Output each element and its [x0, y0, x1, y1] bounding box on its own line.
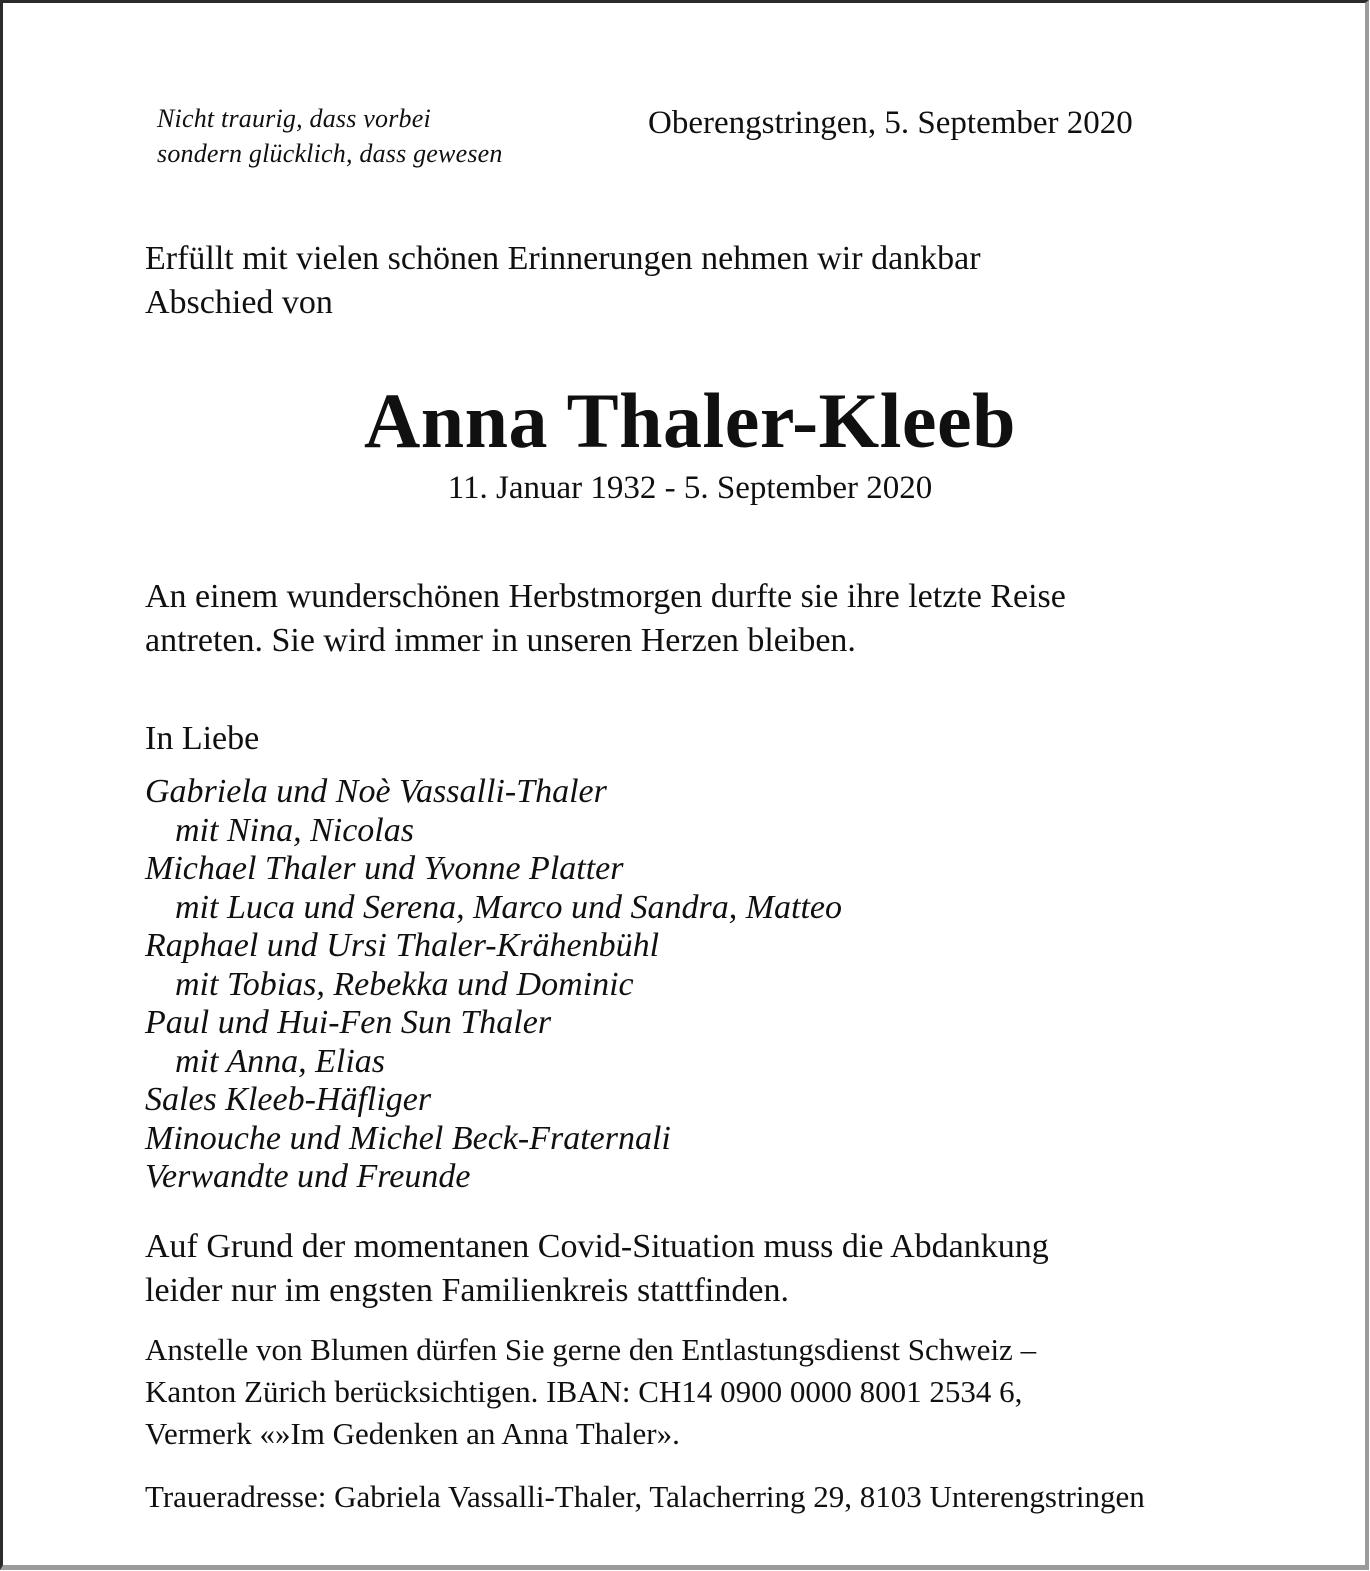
donation-line-1: Anstelle von Blumen dürfen Sie gerne den Entlastungsdienst Schweiz – — [145, 1331, 1037, 1367]
header-row — [145, 3, 1235, 171]
mourner-row: Paul und Hui-Fen Sun Thaler — [145, 1004, 552, 1041]
tribute-paragraph — [145, 575, 1235, 663]
intro-line-2: Abschied von — [145, 284, 333, 321]
mourner-row-children: mit Tobias, Rebekka und Dominic — [175, 965, 634, 1003]
mourning-address: Traueradresse: Gabriela Vassalli-Thaler, Talacherring 29, 8103 Unterengstringen — [145, 1478, 1145, 1514]
donation-line-3: Vermerk «»Im Gedenken an Anna Thaler». — [145, 1415, 680, 1451]
covid-line-1: Auf Grund der momentanen Covid-Situation muss die Abdankung — [145, 1227, 1049, 1265]
mourner-row: Raphael und Ursi Thaler-Krähenbühl — [145, 927, 660, 964]
in-liebe-label: In Liebe — [145, 720, 260, 757]
donation-line-2: Kanton Zürich berücksichtigen. IBAN: CH14 0900 0000 8001 2534 6, — [145, 1373, 1023, 1409]
life-dates: 11. Januar 1932 - 5. September 2020 — [447, 470, 933, 506]
epigraph-line-1: Nicht traurig, dass vorbei — [157, 104, 431, 133]
mourner-row: Gabriela und Noè Vassalli-Thaler — [145, 773, 607, 810]
mourner-row: Sales Kleeb-Häfliger — [145, 1081, 432, 1118]
mourner-row-children: mit Nina, Nicolas — [175, 811, 414, 849]
mourner-row: Minouche und Michel Beck-Fraternali — [145, 1119, 671, 1157]
covid-note-paragraph — [145, 1225, 1235, 1313]
mourners-list — [145, 773, 1235, 1197]
intro-line-1: Erfüllt mit vielen schönen Erinnerungen nehmen wir dankbar — [145, 240, 981, 277]
mourner-row: Michael Thaler und Yvonne Platter — [145, 850, 624, 887]
deceased-name: Anna Thaler-Kleeb — [363, 377, 1017, 464]
intro-paragraph — [145, 237, 1235, 325]
obituary-content — [3, 3, 1365, 1517]
mourner-row-children: mit Anna, Elias — [175, 1042, 385, 1080]
tribute-line-2: antreten. Sie wird immer in unseren Herzen bleiben. — [145, 622, 856, 659]
epigraph-line-2: sondern glücklich, dass gewesen — [157, 139, 503, 168]
mourner-row-children: mit Luca und Serena, Marco und Sandra, Matteo — [175, 888, 843, 926]
tribute-line-1: An einem wunderschönen Herbstmorgen durfte sie ihre letzte Reise — [145, 578, 1066, 615]
mourner-row: Verwandte und Freunde — [145, 1158, 471, 1195]
donation-note-paragraph — [145, 1329, 1235, 1455]
place-and-date: Oberengstringen, 5. September 2020 — [648, 105, 1133, 141]
covid-line-2: leider nur im engsten Familienkreis stattfinden. — [145, 1271, 789, 1309]
